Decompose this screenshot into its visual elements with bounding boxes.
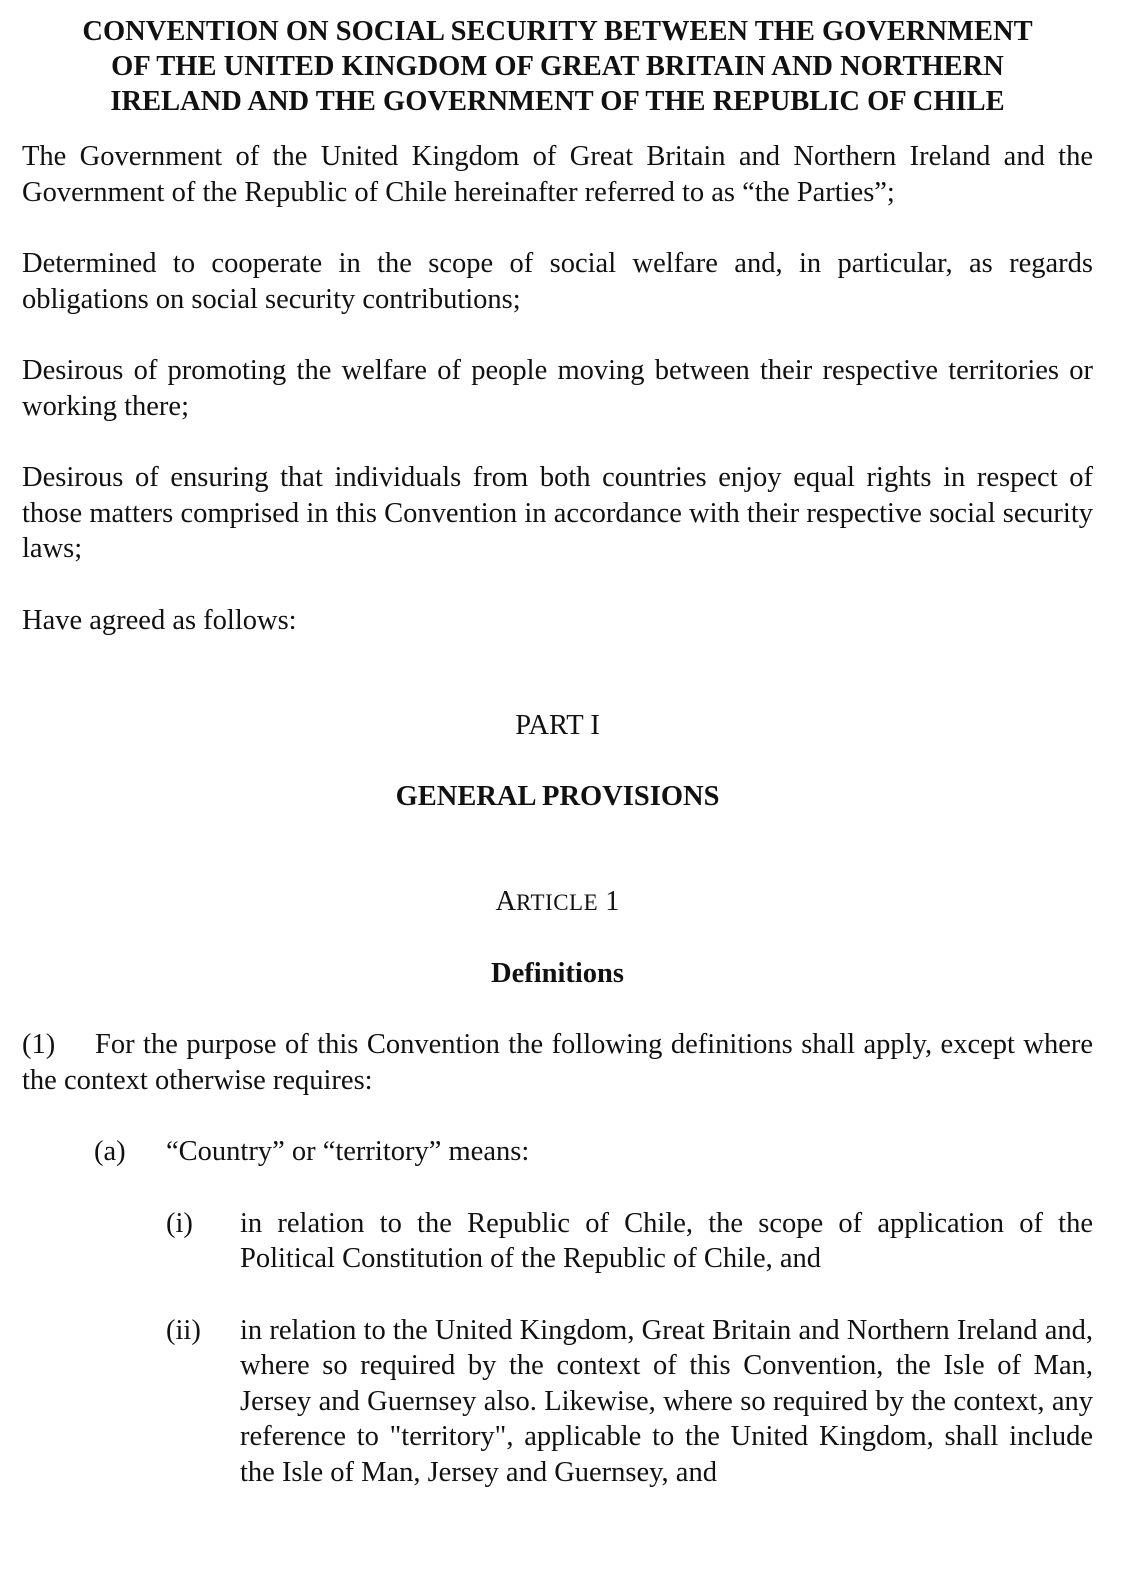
article-label-rest: RTICLE bbox=[516, 890, 599, 915]
article-number: 1 bbox=[605, 886, 620, 917]
paragraph-1-number: (1) bbox=[22, 1029, 56, 1060]
title-line-3: IRELAND AND THE GOVERNMENT OF THE REPUBLIC OF CHILE bbox=[110, 86, 1005, 117]
sub-item-i bbox=[22, 1206, 1093, 1277]
part-label: PART I bbox=[515, 710, 600, 741]
sub-item-i-label: (i) bbox=[166, 1207, 193, 1239]
paragraph-1-text: For the purpose of this Convention the following definitions shall apply, except where the context otherwise requires: bbox=[22, 1029, 1093, 1096]
item-a bbox=[22, 1134, 1093, 1170]
preamble-determined: Determined to cooperate in the scope of social welfare and, in particular, as regards obligations on social security contributions; bbox=[22, 248, 1093, 315]
sub-item-ii-label: (ii) bbox=[166, 1314, 201, 1346]
part-title: GENERAL PROVISIONS bbox=[395, 781, 720, 812]
preamble-parties: The Government of the United Kingdom of Great Britain and Northern Ireland and the Government of the Republic of Chile hereinafter referred to as “the Parties”; bbox=[22, 141, 1093, 208]
title-line-2: OF THE UNITED KINGDOM OF GREAT BRITAIN AND NORTHERN bbox=[111, 51, 1004, 82]
sub-item-ii bbox=[22, 1313, 1093, 1491]
document-title bbox=[22, 14, 1093, 119]
paragraph-1 bbox=[22, 1027, 1093, 1098]
preamble-agreed: Have agreed as follows: bbox=[22, 604, 297, 636]
sub-item-i-text: in relation to the Republic of Chile, the scope of application of the Political Constitution of the Republic of Chile, and bbox=[240, 1207, 1093, 1274]
preamble-desirous-welfare: Desirous of promoting the welfare of people moving between their respective territories or working there; bbox=[22, 355, 1093, 422]
title-line-1: CONVENTION ON SOCIAL SECURITY BETWEEN THE GOVERNMENT bbox=[82, 16, 1033, 47]
article-title: Definitions bbox=[490, 958, 624, 989]
document-page bbox=[22, 0, 1093, 1490]
preamble-desirous-equal-rights: Desirous of ensuring that individuals from both countries enjoy equal rights in respect of those matters comprised in this Convention in accordance with their respective social security laws; bbox=[22, 462, 1093, 564]
item-a-label: (a) bbox=[94, 1136, 126, 1167]
article-label bbox=[22, 884, 1093, 920]
item-a-text: “Country” or “territory” means: bbox=[166, 1136, 530, 1167]
sub-item-ii-text: in relation to the United Kingdom, Great Britain and Northern Ireland and, where so required by the context of this Convention, the Isle of Man, Jersey and Guernsey also. Likewise, where so required by the context, any reference to "territory", applicable to the United Kingdom, shall include the Isle of Man, Jersey and Guernsey, and bbox=[240, 1314, 1093, 1488]
article-label-initial: A bbox=[495, 886, 517, 917]
